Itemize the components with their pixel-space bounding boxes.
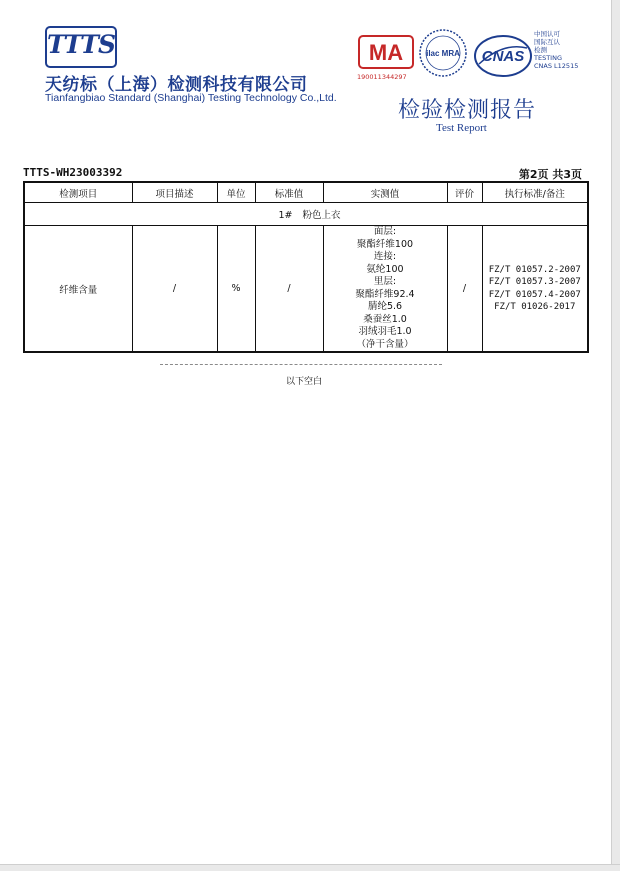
ilac-logo-text: ilac MRA — [426, 49, 460, 58]
cnas-logo-text: CNAS — [481, 48, 525, 65]
report-title-en: Test Report — [436, 122, 487, 134]
test-results-table — [23, 181, 589, 353]
cell-test-item: 纤维含量 — [24, 226, 132, 353]
ilac-mra-logo — [418, 28, 468, 78]
measured-line: 羽绒羽毛1.0 — [358, 326, 412, 337]
header-evaluation: 评价 — [447, 182, 482, 203]
table-row — [24, 226, 588, 353]
measured-line: 氨纶100 — [366, 263, 404, 275]
header-standard-value: 标准值 — [255, 182, 323, 203]
measured-line: 面层: — [373, 226, 397, 237]
header-measured-value: 实测值 — [323, 182, 447, 203]
end-note: 以下空白 — [286, 377, 323, 387]
cell-measured-value — [323, 226, 447, 353]
company-logo: TTTS — [47, 30, 116, 59]
cell-standard-value: / — [255, 226, 323, 353]
measured-line: 聚酯纤维92.4 — [355, 288, 415, 300]
cell-evaluation: / — [447, 226, 482, 353]
standard-line: FZ/T 01057.2-2007 — [488, 264, 581, 275]
sample-number: 1# — [278, 210, 293, 221]
table-header-row — [24, 182, 588, 203]
cnas-side-line: 中国认可 — [534, 30, 560, 38]
header-item-description: 项目描述 — [132, 182, 217, 203]
end-divider — [160, 364, 442, 365]
standard-line: FZ/T 01057.3-2007 — [488, 277, 581, 287]
measured-line: 腈纶5.6 — [367, 301, 403, 312]
page-indicator: 第2页 共3页 — [518, 168, 582, 181]
sample-cell — [24, 203, 588, 226]
cnas-accreditation-text — [534, 30, 578, 70]
standard-line: FZ/T 01057.4-2007 — [488, 289, 581, 300]
page-edge-right — [611, 0, 620, 871]
measured-line: 里层: — [373, 276, 397, 287]
ma-logo-text: MA — [368, 40, 404, 65]
report-title-cn: 检验检测报告 — [398, 98, 537, 123]
cnas-side-line: 国际互认 — [534, 38, 560, 46]
header-unit: 单位 — [217, 182, 255, 203]
cell-description: / — [132, 226, 217, 353]
standard-line: FZ/T 01026-2017 — [494, 302, 576, 312]
sample-name: 粉色上衣 — [302, 210, 341, 221]
page-edge-bottom — [0, 864, 620, 871]
cell-standards — [482, 226, 588, 353]
measured-line: 桑蚕丝1.0 — [363, 313, 407, 325]
header-test-item: 检测项目 — [24, 182, 132, 203]
cnas-side-line: CNAS L12515 — [534, 62, 579, 70]
company-name-cn: 天纺标（上海）检测科技有限公司 — [45, 75, 308, 95]
ma-number: 190011344297 — [357, 73, 407, 81]
measured-line: 聚酯纤维100 — [356, 238, 414, 250]
measured-line: 连接: — [373, 251, 397, 262]
report-number: TTTS-WH23003392 — [23, 166, 123, 179]
sample-row — [24, 203, 588, 226]
company-name-en: Tianfangbiao Standard (Shanghai) Testing Technology Co.,Ltd. — [45, 92, 337, 104]
ma-certification-logo — [358, 35, 414, 69]
cnas-side-line: 检测 — [534, 46, 547, 54]
cnas-side-line: TESTING — [534, 54, 562, 62]
measured-line: （净干含量） — [356, 338, 414, 350]
cell-unit: % — [217, 226, 255, 353]
cnas-logo — [473, 34, 533, 78]
header-standard-remarks: 执行标准/备注 — [482, 182, 588, 203]
